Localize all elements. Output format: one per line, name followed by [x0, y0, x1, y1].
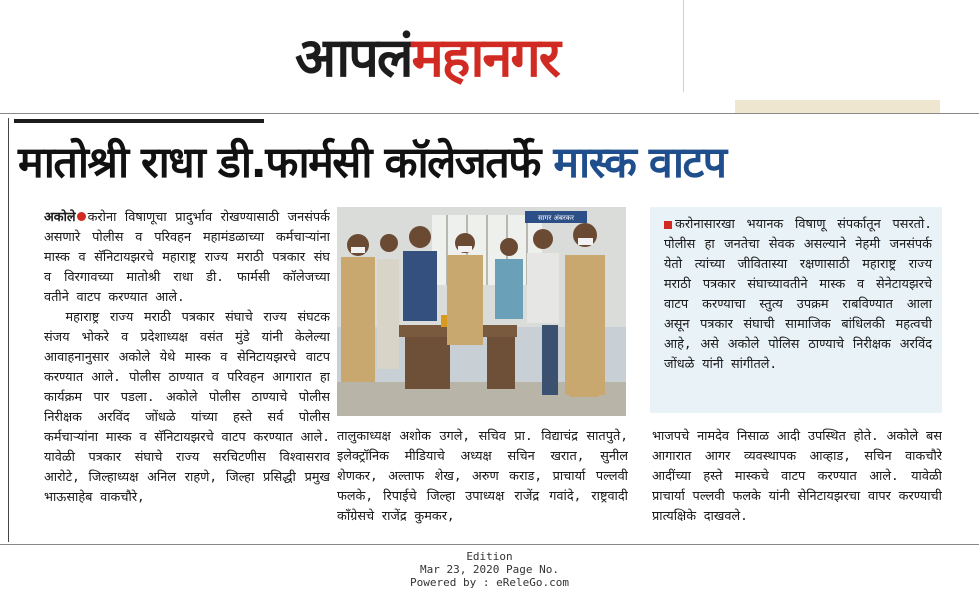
column-2-text: तालुकाध्यक्ष अशोक उगले, सचिव प्रा. विद्याचंद्र सातपुते, इलेक्ट्रॉनिक मीडियाचे अध्यक्ष सचिन खरात, सुनील शेणकर, अल्ताफ शेख, अरुण कराड, प्राचार्या पल्लवी फलके, रिपाईचे जिल्हा उपाध्यक्ष राजेंद्र गवांदे, राष्ट्रवादी कॉंग्रेसचे राजेंद्र कुमकर, — [337, 429, 628, 524]
bullet-dot-icon — [77, 212, 86, 221]
pull-quote — [664, 215, 932, 375]
article-paragraph-2 — [44, 308, 330, 508]
article-paragraph-1 — [44, 208, 330, 308]
masthead-word-mahanagar: महानगर — [411, 25, 559, 89]
left-margin-rule — [8, 118, 9, 542]
masthead-divider — [683, 0, 684, 92]
pull-quote-box — [650, 207, 942, 413]
decorative-strip — [735, 100, 940, 113]
photo-sign-text: सागर अंबरकर — [537, 214, 575, 222]
page-footer — [0, 550, 979, 589]
column-3-text: भाजपचे नामदेव निसाळ आदी उपस्थित होते. अकोले बस आगारात आगर व्यवस्थापक आव्हाड, सचिन वाकचौरे आदींच्या हस्ते मास्कचे वाटप करण्यात आले. यावेळी प्राचार्या पल्लवी फलके यांनी सेनिटायझरचा वापर करण्याची प्रात्यक्षिके दाखवले. — [652, 429, 942, 524]
top-rule — [0, 113, 979, 114]
masthead-word-aapla: आपलं — [295, 25, 412, 89]
paragraph-2-text: महाराष्ट्र राज्य मराठी पत्रकार संघाचे राज्य संघटक संजय भोकरे व प्रदेशाध्यक्ष वसंत मुंडे यांनी केलेल्या आवाहनानुसार अकोले येथे मास्क व सेनिटायझरचे वाटप करण्यात आले. पोलीस ठाण्यात व परिवहन आगारात हा कार्यक्रम पार पडला. अकोले पोलीस ठाण्याचे पोलीस निरीक्षक अरविंद जोंधळे यांच्या हस्ते सर्व पोलीस कर्मचाऱ्यांना मास्क व सॅनिटायझरचे वाटप करण्यात आले. यावेळी पत्रकार संघाचे राज्य सरचिटणीस विश्वासराव आरोटे, जिल्हाध्यक्ष अनिल राहणे, जिल्हा प्रसिद्धी प्रमुख भाऊसाहेब वाकचौरे, — [44, 310, 330, 505]
newspaper-masthead — [295, 6, 665, 89]
footer-edition: Edition — [466, 550, 513, 563]
footer-powered-by: Powered by : eReleGo.com — [410, 576, 569, 589]
headline — [18, 128, 958, 198]
headline-main: मातोश्री राधा डी.फार्मसी कॉलेजतर्फे — [18, 138, 554, 188]
bottom-rule — [0, 544, 979, 545]
headline-highlight: मास्क वाटप — [553, 138, 726, 188]
news-photo-illustration — [337, 207, 626, 416]
headline-rule — [14, 119, 264, 123]
footer-date: Mar 23, 2020 Page No. — [419, 563, 560, 576]
paragraph-1-text: करोना विषाणूचा प्रादुर्भाव रोखण्यासाठी जनसंपर्क असणारे पोलीस व परिवहन महामंडळाच्या कर्मचाऱ्यांना मास्क व सॅनिटायझरचे महाराष्ट्र राज्य मराठी पत्रकार संघ व विरगावच्या मातोश्री राधा डी. फार्मसी कॉलेजच्या वतीने वाटप करण्यात आले. — [44, 210, 330, 305]
article-column-2 — [337, 427, 628, 533]
dateline: अकोले — [44, 210, 76, 225]
article-column-3 — [652, 427, 942, 533]
pull-quote-text: करोनासारखा भयानक विषाणू संपर्कातून पसरतो. पोलीस हा जनतेचा सेवक असल्याने नेहमी जनसंपर्क येतो त्यांच्या जीवितास्या रक्षणासाठी महाराष्ट्र राज्य मराठी पत्रकार संघाच्यावतीने मास्क व सेनेटायझरचे वाटप करण्याचा स्तुत्य उपक्रम राबविण्यात आला असून पत्रकार संघाची सामाजिक बांधिलकी महत्वची आहे, असे अकोले पोलिस ठाण्याचे निरीक्षक अरविंद जोंधळे यांनी सांगीतले. — [664, 217, 932, 372]
article-column-1 — [44, 208, 330, 533]
quote-square-icon — [664, 221, 672, 229]
news-photo — [337, 207, 626, 416]
